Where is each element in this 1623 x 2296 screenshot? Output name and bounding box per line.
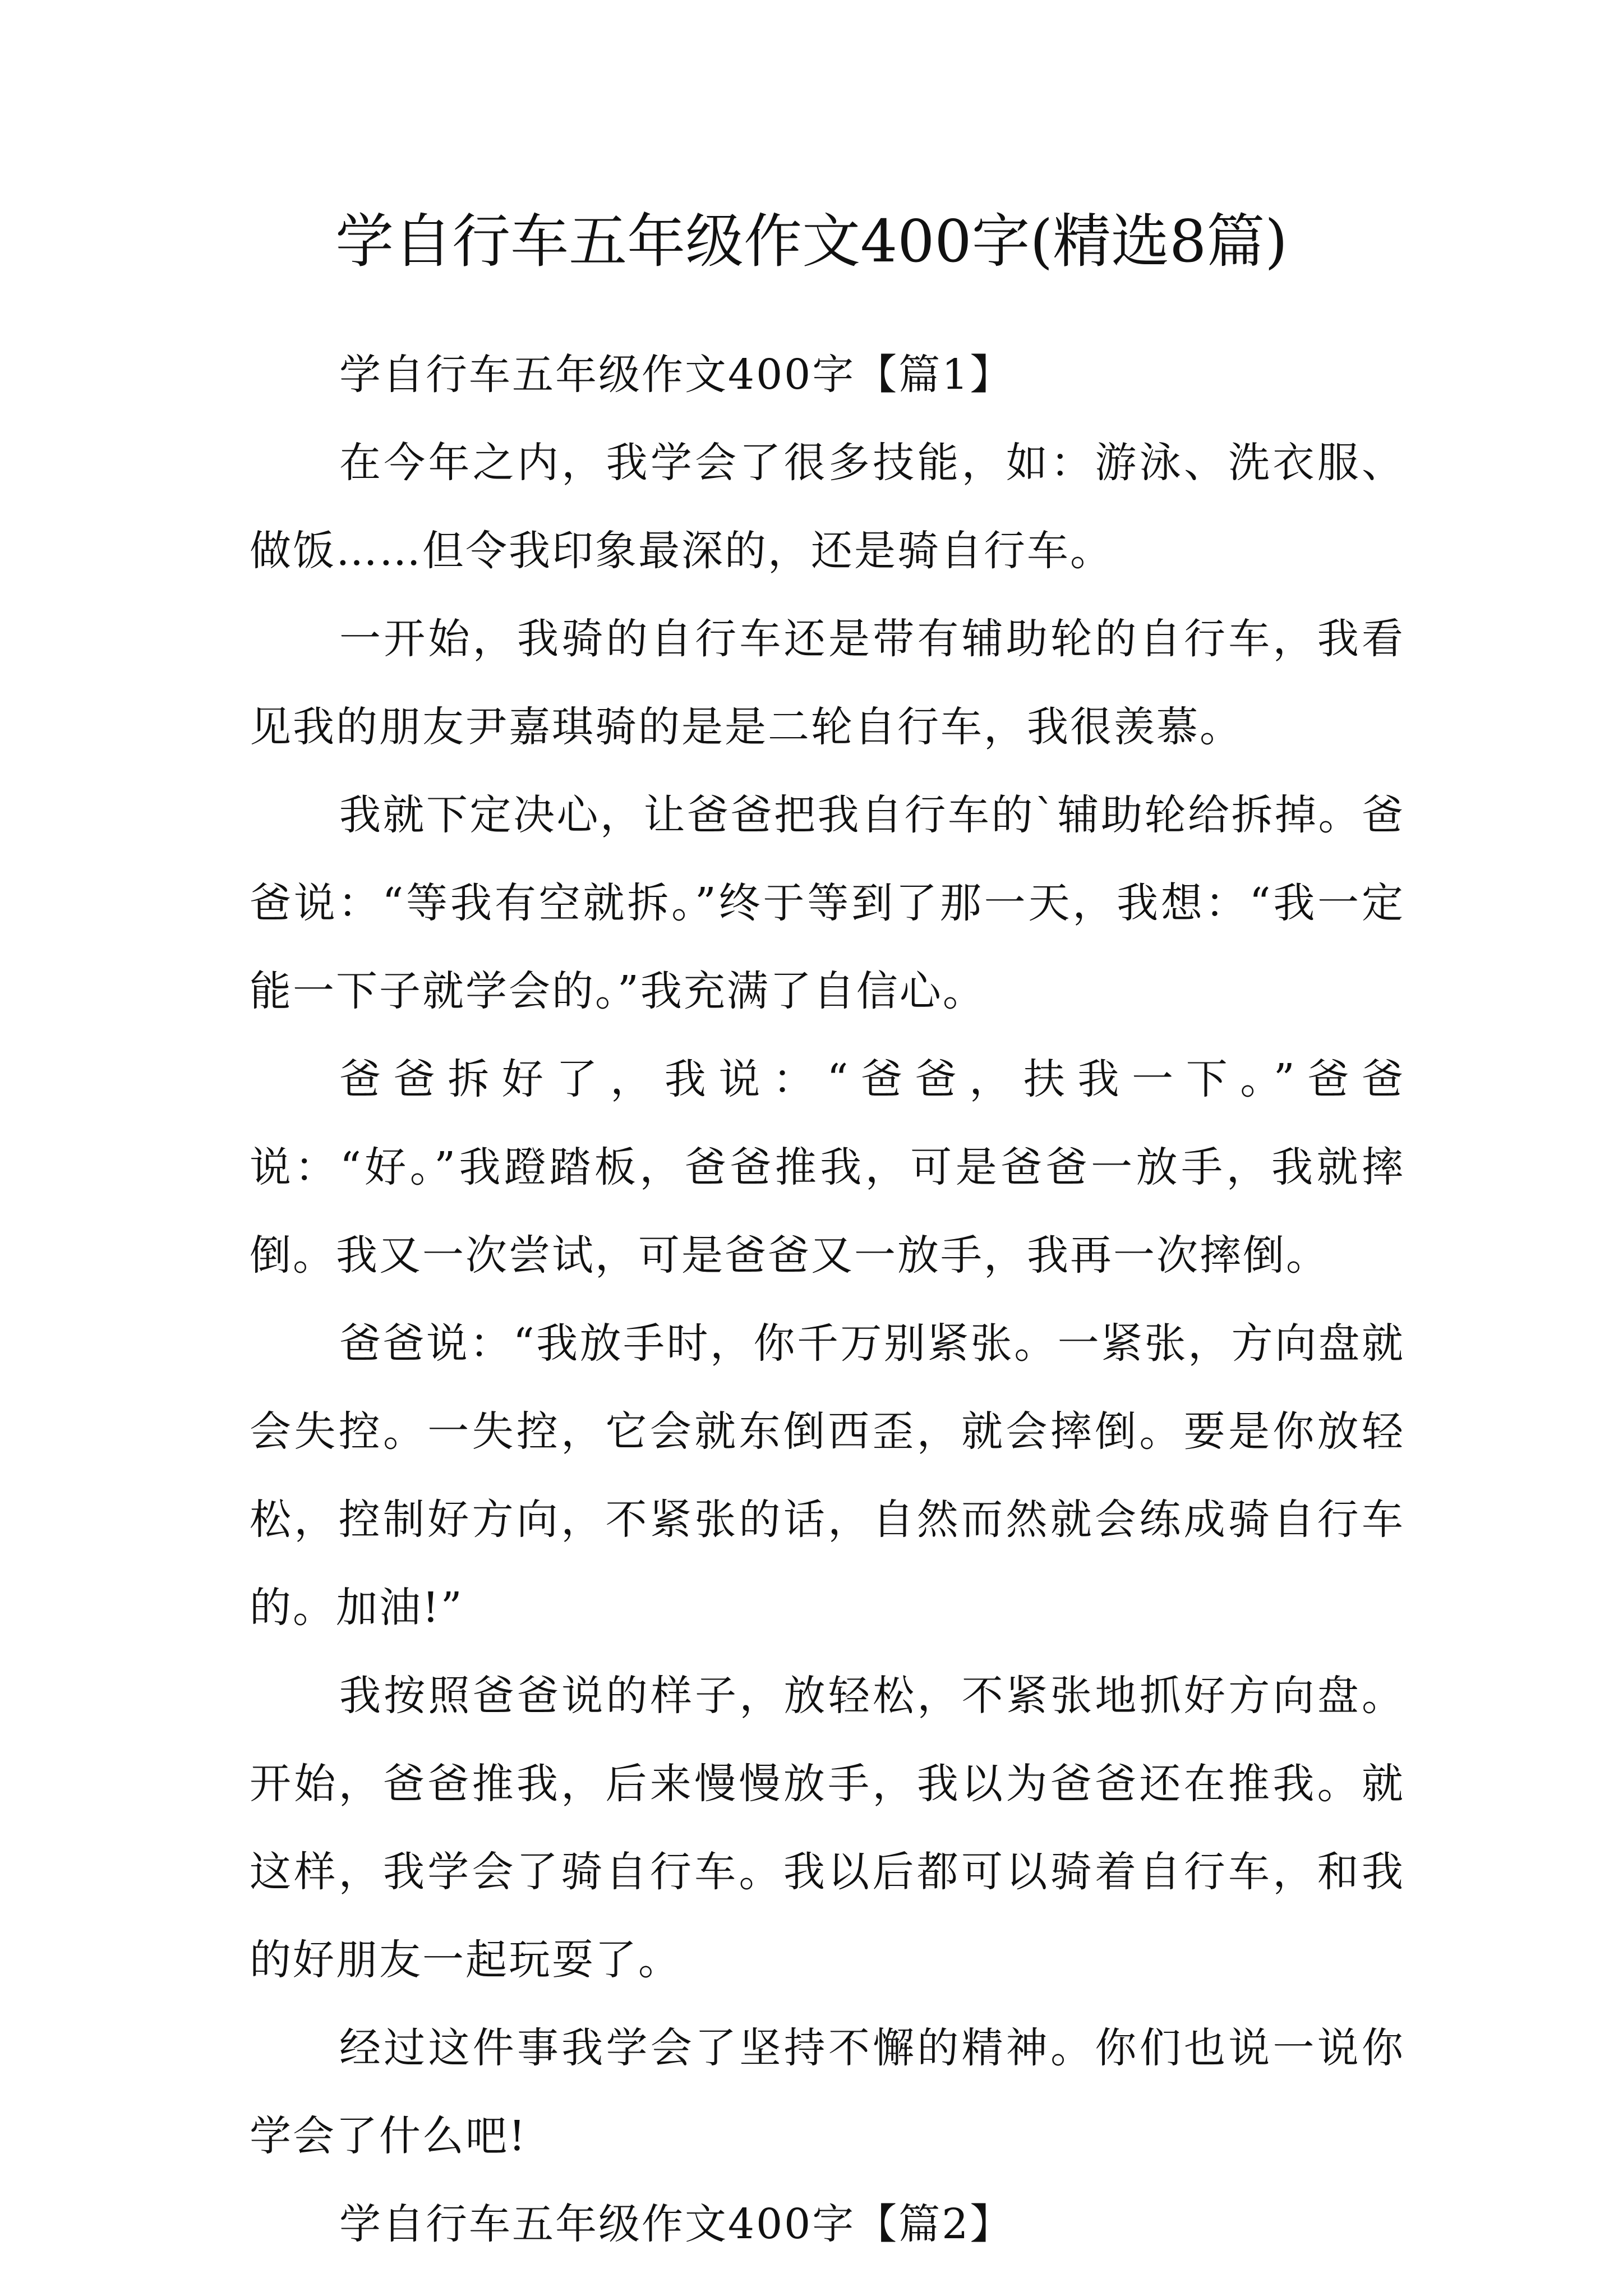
document-body xyxy=(250,331,1405,2269)
document-title: 学自行车五年级作文400字(精选8篇) xyxy=(335,207,1288,275)
section-heading-2: 学自行车五年级作文400字【篇2】 xyxy=(339,2200,1013,2248)
paragraph-3: 我就下定决心，让爸爸把我自行车的`辅助轮给拆掉。爸爸说：“等我有空就拆。”终于等到了那一天，我想：“我一定能一下子就学会的。”我充满了自信心。 xyxy=(250,791,1405,1015)
paragraph-1: 在今年之内，我学会了很多技能，如：游泳、洗衣服、做饭……但令我印象最深的，还是骑自行车。 xyxy=(250,439,1405,575)
paragraph-2: 一开始，我骑的自行车还是带有辅助轮的自行车，我看见我的朋友尹嘉琪骑的是是二轮自行车，我很羡慕。 xyxy=(250,615,1405,751)
section-heading-1: 学自行车五年级作文400字【篇1】 xyxy=(339,351,1013,399)
paragraph-4: 爸爸拆好了，我说：“爸爸，扶我一下。”爸爸说：“好。”我蹬踏板，爸爸推我，可是爸爸一放手，我就摔倒。我又一次尝试，可是爸爸又一放手，我再一次摔倒。 xyxy=(250,1055,1405,1280)
paragraph-7: 经过这件事我学会了坚持不懈的精神。你们也说一说你学会了什么吧! xyxy=(250,2024,1405,2160)
paragraph-5: 爸爸说：“我放手时，你千万别紧张。一紧张，方向盘就会失控。一失控，它会就东倒西歪，就会摔倒。要是你放轻松，控制好方向，不紧张的话，自然而然就会练成骑自行车的。加油!” xyxy=(250,1319,1405,1632)
paragraph-6: 我按照爸爸说的样子，放轻松，不紧张地抓好方向盘。开始，爸爸推我，后来慢慢放手，我以为爸爸还在推我。就这样，我学会了骑自行车。我以后都可以骑着自行车，和我的好朋友一起玩耍了。 xyxy=(250,1672,1405,1984)
